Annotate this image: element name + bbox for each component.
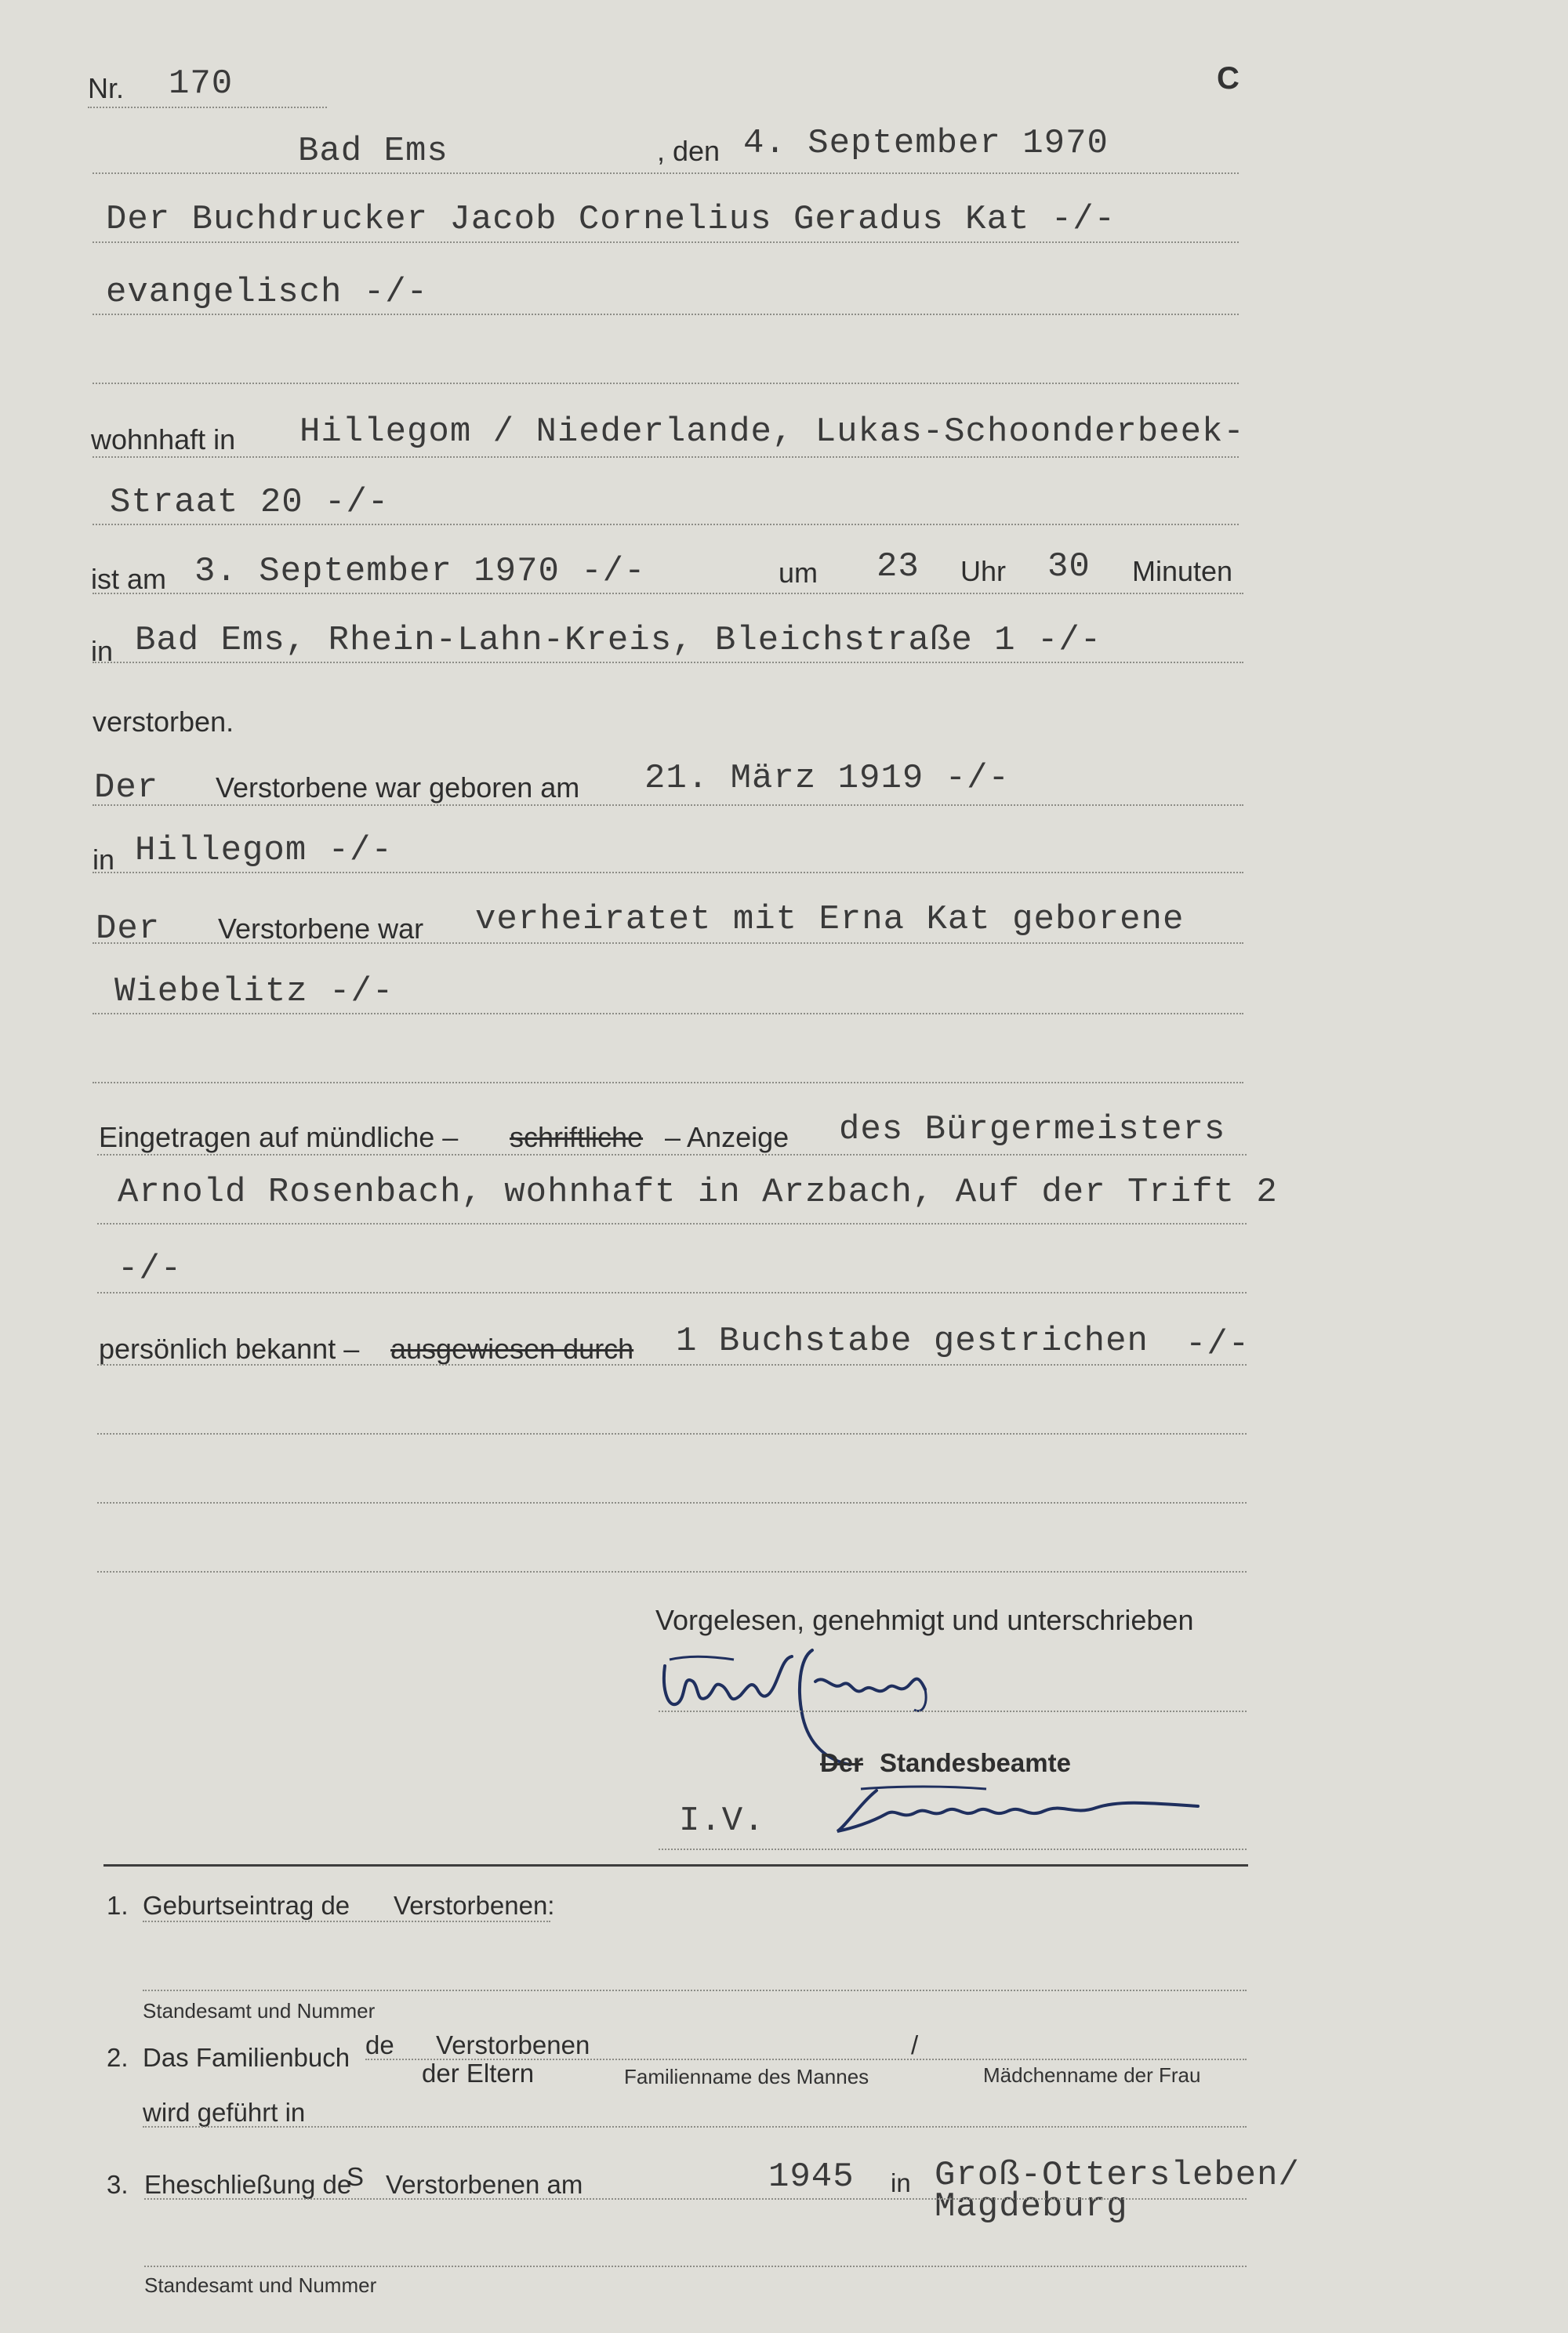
date-line (93, 172, 1239, 174)
note-1-underline (143, 1921, 550, 1922)
death-place: Bad Ems, Rhein-Lahn-Kreis, Bleichstraße 1 -/- (135, 621, 1102, 660)
known-struck: ausgewiesen durch (390, 1333, 634, 1365)
note-3-sub-line (144, 2266, 1247, 2267)
section-divider (103, 1864, 1248, 1867)
registration-struck: schriftliche (510, 1121, 644, 1153)
note-2-slash: / (911, 2030, 919, 2059)
date-label: , den (657, 135, 720, 167)
residence-line-1: Hillegom / Niederlande, Lukas-Schoonderbeek- (299, 412, 1245, 452)
birth-der: Der (94, 768, 159, 807)
read-approved-label: Vorgelesen, genehmigt und unterschrieben (655, 1604, 1194, 1636)
note-2-wird-line (143, 2126, 1247, 2128)
note-3-place-2: Magdeburg (935, 2187, 1128, 2226)
note-3-year: 1945 (768, 2157, 855, 2197)
note-1-line (143, 1990, 1247, 1991)
registration-label-b: – Anzeige (665, 1121, 789, 1153)
registration-line-3 (97, 1292, 1247, 1293)
birth-place-line (93, 872, 1243, 873)
note-3-place-1: Groß-Ottersleben/ (935, 2156, 1300, 2195)
note-3-sub: Standesamt und Nummer (144, 2273, 377, 2297)
marriage-label: Verstorbene war (218, 913, 424, 945)
declarant-signature-line (659, 1711, 1247, 1712)
death-place-label: in (91, 635, 114, 667)
marriage-text-1: verheiratet mit Erna Kat geborene (475, 900, 1185, 939)
birth-place-label: in (93, 844, 115, 876)
note-3-label-a: Eheschließung de (144, 2170, 352, 2199)
death-date-label: ist am (91, 563, 167, 595)
marriage-text-2: Wiebelitz -/- (114, 972, 394, 1011)
note-3-in: in (891, 2168, 911, 2197)
note-2-mann: Familienname des Mannes (624, 2065, 869, 2088)
iv-label: I.V. (679, 1801, 765, 1841)
corner-letter: C (1217, 61, 1240, 96)
marriage-line-2 (93, 1013, 1243, 1014)
death-date-line (93, 593, 1243, 594)
birth-label: Verstorbene war geboren am (216, 771, 580, 804)
registration-text-1: des Bürgermeisters (839, 1110, 1226, 1149)
religion-line (93, 314, 1239, 315)
name-line (93, 241, 1239, 243)
registrar-signature-line (659, 1849, 1247, 1850)
marriage-line-1 (93, 942, 1243, 944)
correction-note: 1 Buchstabe gestrichen (676, 1322, 1149, 1361)
time-um-label: um (779, 557, 818, 589)
blank-line-5 (97, 1571, 1247, 1573)
blank-line-4 (97, 1502, 1247, 1504)
note-1-label-b: Verstorbenen: (394, 1891, 555, 1920)
note-3-s: S (347, 2162, 365, 2191)
record-date: 4. September 1970 (743, 124, 1109, 163)
note-2-de: de (365, 2030, 394, 2059)
note-3-label-b: Verstorbenen am (386, 2170, 583, 2199)
time-minuten-label: Minuten (1132, 555, 1233, 587)
note-2-wird: wird geführt in (143, 2098, 306, 2127)
death-hour: 23 (877, 547, 920, 586)
death-place-line (93, 662, 1243, 663)
religion: evangelisch -/- (106, 273, 429, 312)
note-1-number: 1. (107, 1891, 129, 1920)
marriage-der: Der (96, 909, 161, 949)
residence-line-1-rule (93, 456, 1239, 458)
nr-underline (88, 107, 327, 108)
registration-line-1 (97, 1154, 1247, 1156)
deceased-name: Der Buchdrucker Jacob Cornelius Geradus Kat -/- (106, 200, 1116, 239)
registration-text-2: Arnold Rosenbach, wohnhaft in Arzbach, Auf der Trift 2 (118, 1173, 1278, 1212)
residence-line-2-rule (93, 524, 1239, 525)
birth-date-line (93, 804, 1243, 806)
blank-line-2 (93, 1082, 1243, 1083)
official-label: Standesbeamte (880, 1748, 1071, 1777)
birth-date: 21. März 1919 -/- (644, 759, 1010, 798)
note-2-verstorbenen: Verstorbenen (436, 2030, 590, 2059)
note-3-line (144, 2198, 1247, 2200)
note-2-frau: Mädchenname der Frau (983, 2063, 1201, 2087)
place-of-record: Bad Ems (298, 132, 448, 171)
note-1-label-a: Geburtseintrag de (143, 1891, 350, 1920)
death-date: 3. September 1970 -/- (194, 552, 646, 591)
registration-text-3: -/- (118, 1250, 183, 1289)
note-2-eltern: der Eltern (422, 2059, 535, 2088)
nr-label: Nr. (88, 72, 125, 104)
verstorben-label: verstorben. (93, 706, 234, 738)
correction-note-end: -/- (1185, 1325, 1250, 1364)
birth-place: Hillegom -/- (135, 831, 393, 870)
known-line (97, 1364, 1247, 1366)
registration-line-2 (97, 1223, 1247, 1225)
note-1-sub: Standesamt und Nummer (143, 1999, 376, 2023)
note-3-number: 3. (107, 2170, 129, 2199)
official-struck-der: Der (820, 1748, 864, 1777)
residence-line-2: Straat 20 -/- (110, 483, 390, 522)
death-minutes: 30 (1047, 547, 1091, 586)
residence-label: wohnhaft in (91, 423, 236, 455)
nr-value: 170 (169, 64, 234, 103)
registration-label-a: Eingetragen auf mündliche – (99, 1121, 459, 1153)
blank-line-1 (93, 383, 1239, 384)
note-2-number: 2. (107, 2043, 129, 2072)
time-uhr-label: Uhr (960, 555, 1007, 587)
known-label: persönlich bekannt – (99, 1333, 360, 1365)
registrar-signature (829, 1780, 1206, 1842)
blank-line-3 (97, 1433, 1247, 1435)
note-2-label: Das Familienbuch (143, 2043, 350, 2072)
